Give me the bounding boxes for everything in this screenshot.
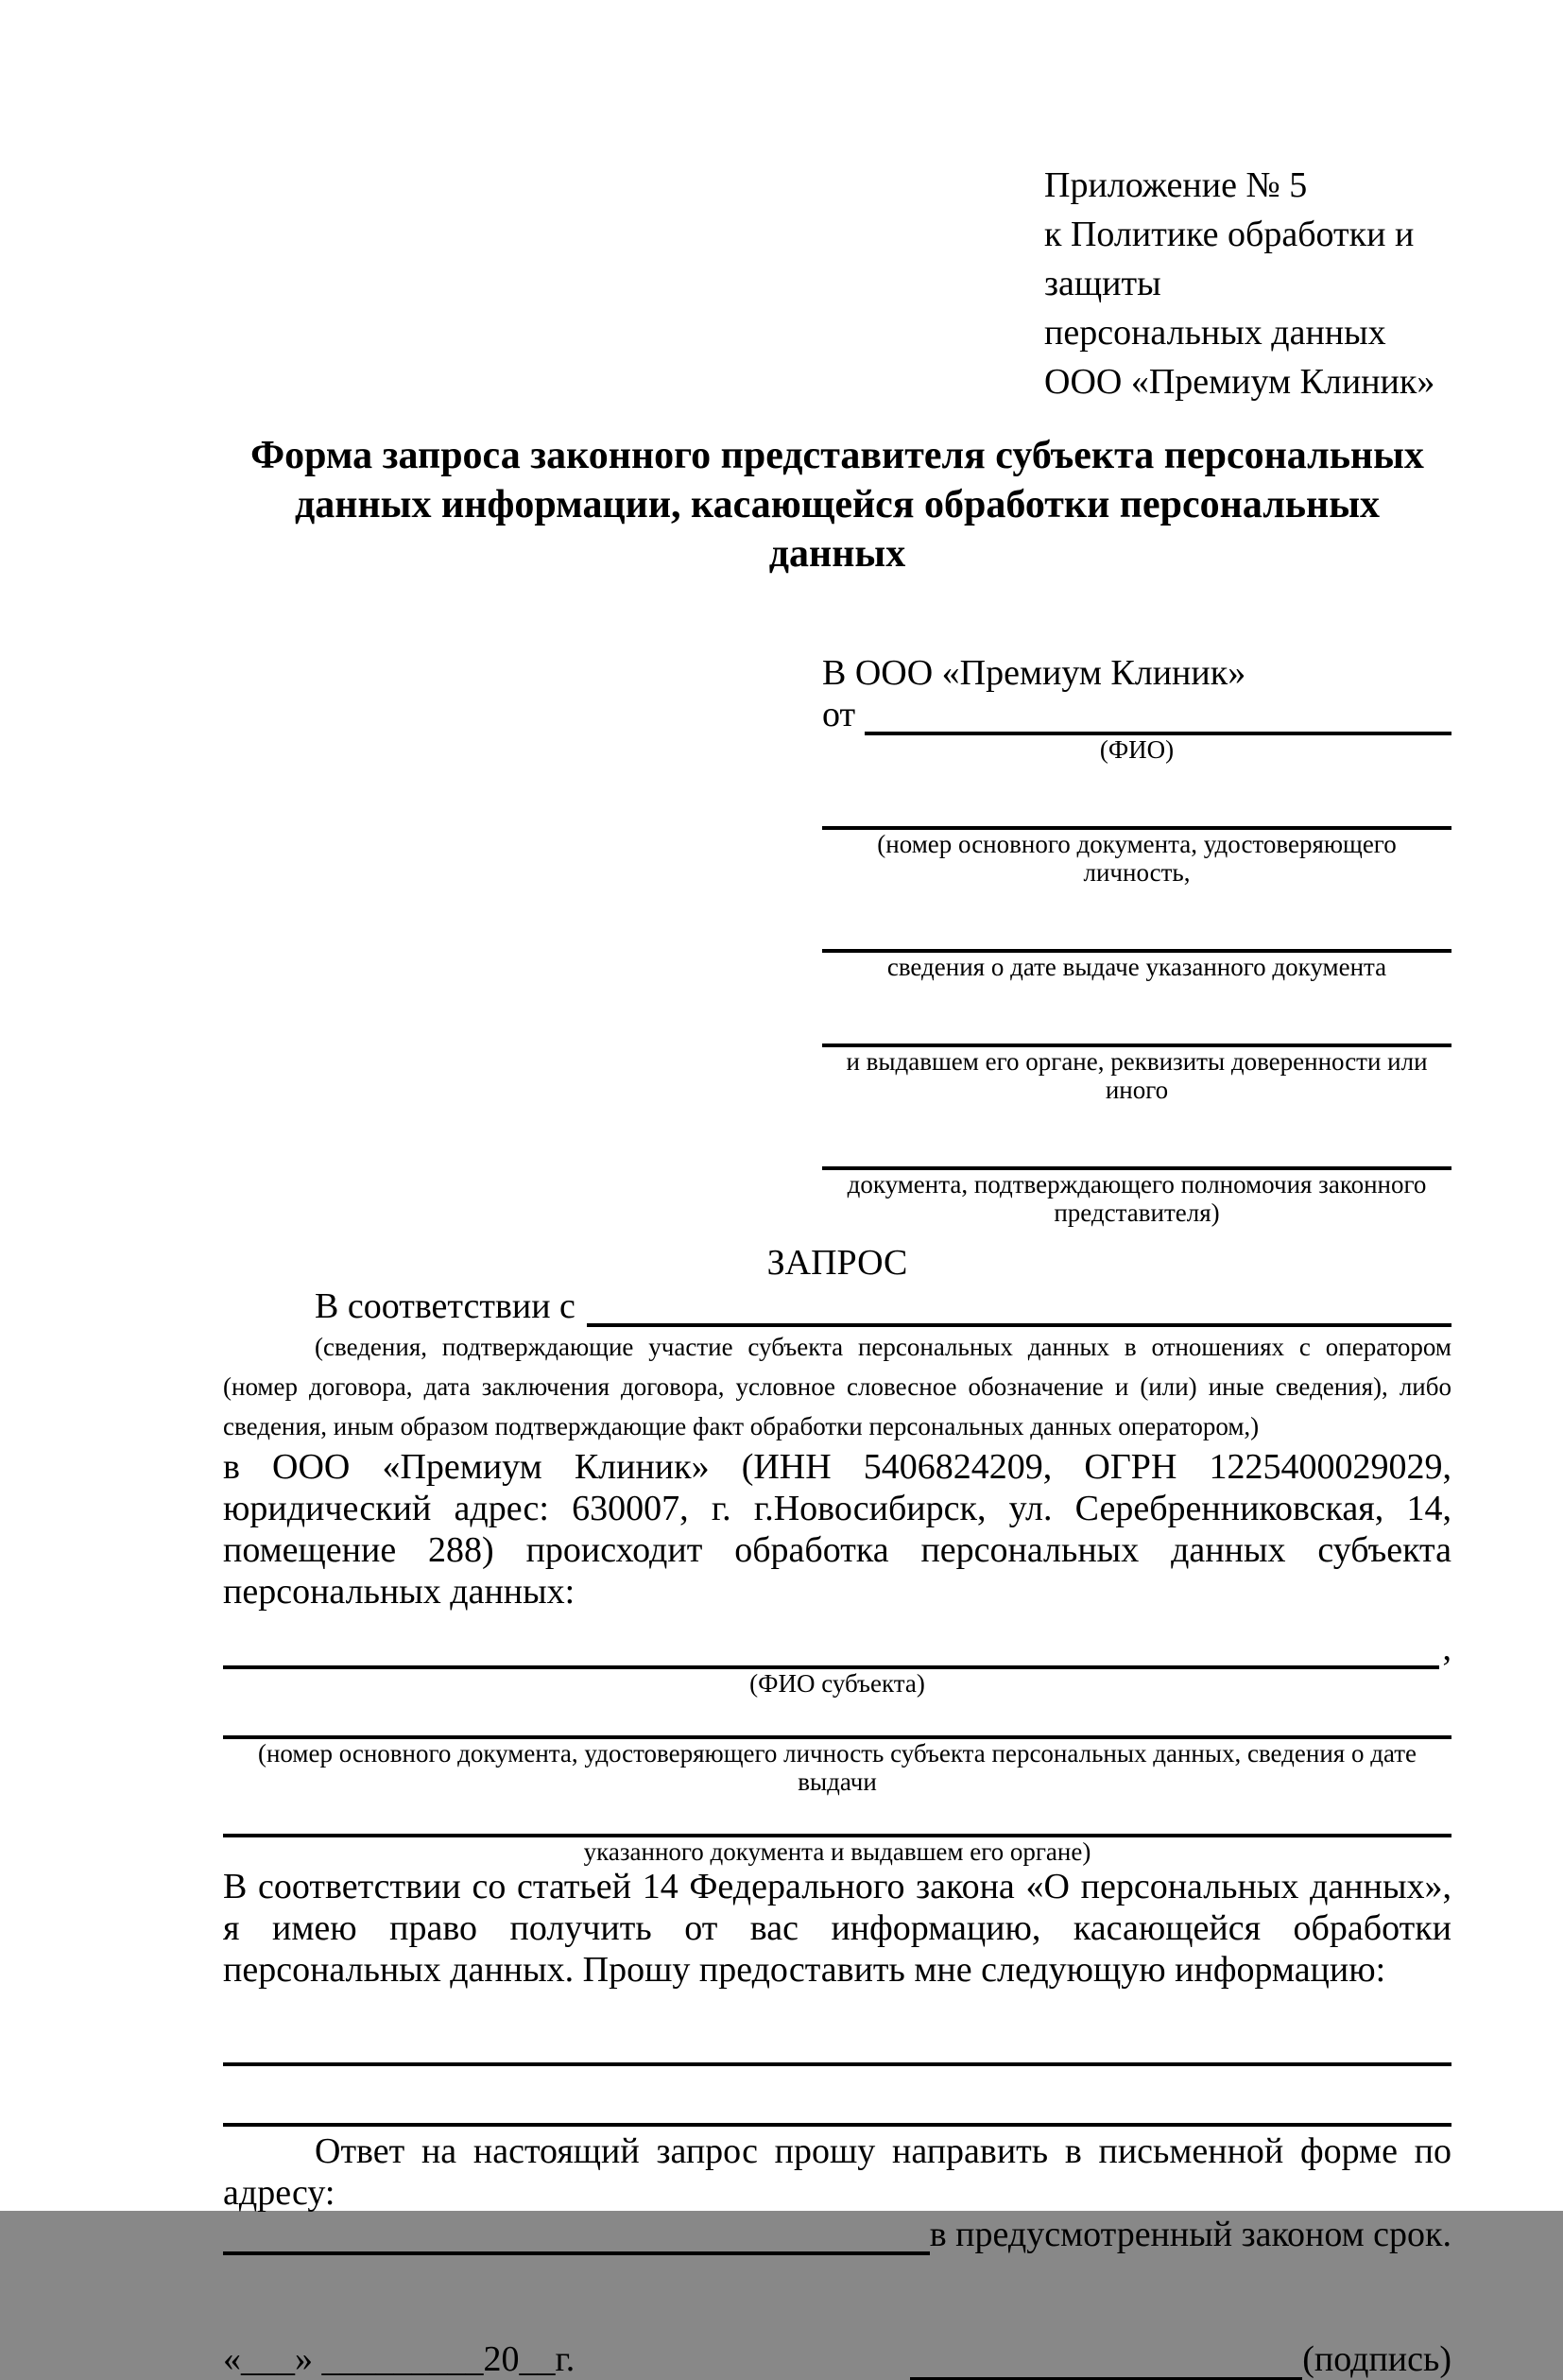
info-fill-line <box>223 2025 1451 2066</box>
signature-caption: (подпись) <box>1302 2339 1451 2379</box>
subject-fio-row <box>223 1628 1451 1669</box>
request-heading: ЗАПРОС <box>766 1243 908 1283</box>
footer-row <box>223 2338 1451 2380</box>
answer-paragraph: Ответ на настоящий запрос прошу направить в письменной форме по адресу: <box>223 2131 1451 2213</box>
doc-caption: и выдавшем его органе, реквизиты доверенности или иного <box>846 1047 1428 1104</box>
doc-fill-line <box>822 790 1451 830</box>
info-fill-line <box>223 2085 1451 2127</box>
document-content <box>223 161 1451 2380</box>
subject-fio-fill-line <box>223 1633 1439 1669</box>
subject-doc-fill-line <box>223 1796 1451 1837</box>
doc-caption: (номер основного документа, удостоверяющего личность, <box>877 830 1397 887</box>
doc-caption: документа, подтверждающего полномочия законного представителя) <box>847 1170 1427 1227</box>
signature-group <box>910 2338 1451 2380</box>
intro-fill-line <box>587 1291 1451 1327</box>
appendix-header-line: к Политике обработки и защиты <box>1044 215 1415 303</box>
intro-caption: (сведения, подтверждающие участие субъекта персональных данных в отношениях с оператором (номер договора, дата заключения договора, условное словесное обозначение и (или) иные сведения), либо сведения, иным образом подтверждающие факт обработки персональных данных оператором,) <box>223 1333 1451 1440</box>
law-paragraph: В соответствии со статьей 14 Федерального закона «О персональных данных», я имею право получить от вас информацию, касающейся обработки персональных данных. Прошу предоставить мне следующую информацию: <box>223 1867 1451 1990</box>
doc-fill-line <box>822 1130 1451 1170</box>
address-fill-line <box>223 2219 930 2255</box>
signature-fill-line <box>910 2345 1302 2380</box>
intro-row <box>223 1285 1451 1327</box>
appendix-header-line: Приложение № 5 <box>1044 165 1308 205</box>
operator-paragraph: в ООО «Премиум Клиник» (ИНН 5406824209, ОГРН 1225400029029, юридический адрес: 630007, г. г.Новосибирск, ул. Серебренниковская, 14, помещение 288) происходит обработка персональных данных субъекта персональных данных: <box>223 1447 1451 1612</box>
document-title: Форма запроса законного представителя субъекта персональных данных информации, касающейся обработки персональных данных <box>250 434 1424 576</box>
appendix-header-line: ООО «Премиум Клиник» <box>1044 362 1435 402</box>
doc-fill-line <box>822 1008 1451 1047</box>
from-fill-line <box>865 699 1451 735</box>
doc-caption: сведения о дате выдаче указанного документа <box>886 953 1387 981</box>
from-row <box>822 694 1451 735</box>
from-label: от <box>822 695 856 734</box>
subject-fio-caption: (ФИО субъекта) <box>749 1669 925 1698</box>
subject-doc-caption: (номер основного документа, удостоверяющего личность субъекта персональных данных, сведения о дате выдачи <box>257 1739 1417 1796</box>
comma-text: , <box>1442 1629 1451 1668</box>
subject-doc-fill-line <box>223 1698 1451 1739</box>
addressee-block <box>822 652 1451 1227</box>
intro-label: В соответствии с <box>315 1286 575 1326</box>
doc-fill-line <box>822 913 1451 953</box>
fio-caption: (ФИО) <box>1099 735 1175 764</box>
appendix-header-line: персональных данных <box>1044 313 1386 353</box>
subject-doc-caption: указанного документа и выдавшем его органе) <box>583 1837 1091 1866</box>
answer-address-row <box>223 2214 1451 2255</box>
date-line: «___» _________20__г. <box>223 2339 575 2379</box>
addressee-to-line: В ООО «Премиум Клиник» <box>822 653 1246 693</box>
answer-tail: в предусмотренный законом срок. <box>929 2215 1451 2254</box>
appendix-header <box>1044 161 1451 406</box>
